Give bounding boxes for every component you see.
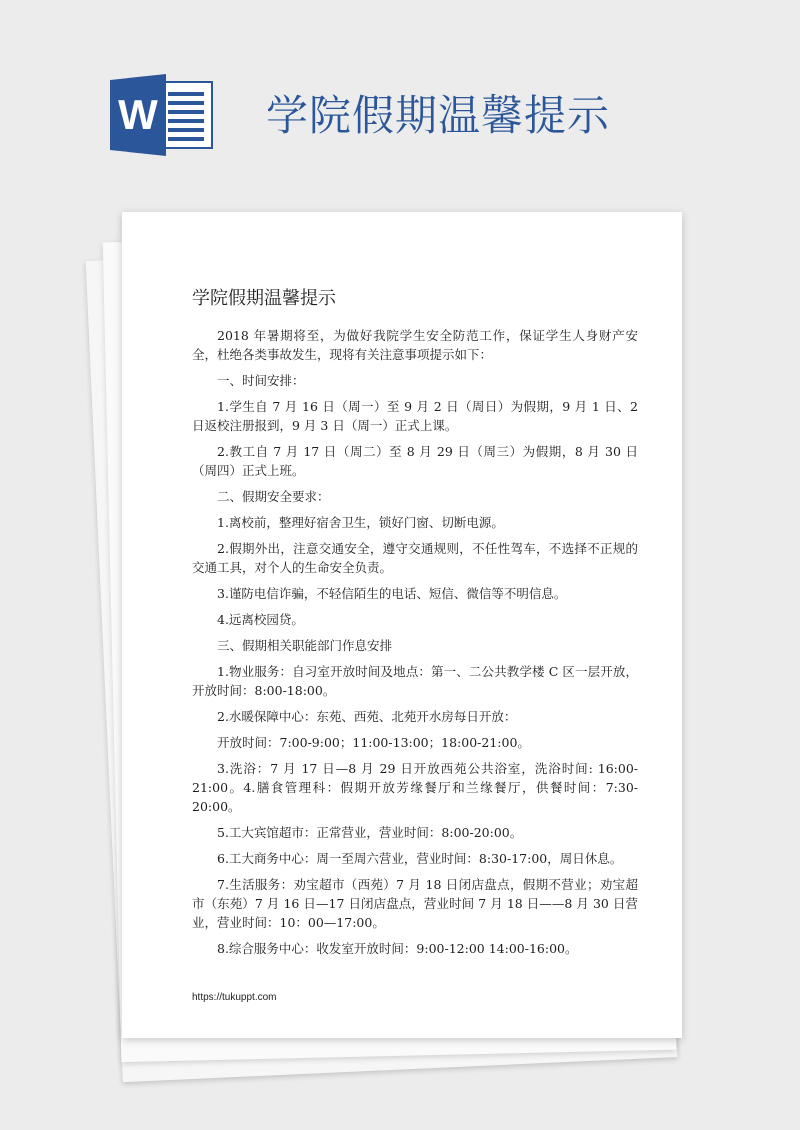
paragraph-dept-6: 6.工大商务中心：周一至周六营业，营业时间：8:30-17:00，周日休息。: [217, 851, 623, 866]
section-heading-departments: 三、假期相关职能部门作息安排: [217, 638, 393, 653]
paragraph-safety-2: 2.假期外出，注意交通安全，遵守交通规则，不任性驾车，不选择不正规的交通工具，对个人的生命安全负责。: [192, 541, 638, 575]
paragraph-staff-schedule: 2.教工自 7 月 17 日（周二）至 8 月 29 日（周三）为假期，8 月 30 日（周四）正式上班。: [192, 444, 638, 478]
paragraph-dept-2-hours: 开放时间：7:00-9:00；11:00-13:00；18:00-21:00。: [217, 735, 530, 750]
banner-title: 学院假期温馨提示: [266, 91, 611, 140]
paragraph-dept-5: 5.工大宾馆超市：正常营业，营业时间：8:00-20:00。: [217, 825, 523, 840]
section-heading-time: 一、时间安排：: [217, 373, 305, 388]
paragraph-student-schedule: 1.学生自 7 月 16 日（周一）至 9 月 2 日（周日）为假期，9 月 1 日、2 日返校注册报到，9 月 3 日（周一）正式上课。: [192, 399, 638, 433]
paragraph-safety-4: 4.远离校园贷。: [217, 612, 304, 627]
paragraph-dept-8: 8.综合服务中心：收发室开放时间：9:00-12:00 14:00-16:00。: [217, 941, 578, 956]
word-logo-icon: [110, 74, 214, 156]
paragraph-safety-1: 1.离校前，整理好宿舍卫生，锁好门窗、切断电源。: [217, 515, 504, 530]
intro-paragraph: 2018 年暑期将至，为做好我院学生安全防范工作，保证学生人身财产安全，杜绝各类事故发生，现将有关注意事项提示如下：: [192, 328, 638, 362]
document-body: [192, 326, 638, 965]
paragraph-dept-1: 1.物业服务：自习室开放时间及地点：第一、二公共教学楼 C 区一层开放，开放时间：8:00-18:00。: [192, 664, 638, 698]
section-heading-safety: 二、假期安全要求：: [217, 489, 330, 504]
paragraph-safety-3: 3.谨防电信诈骗，不轻信陌生的电话、短信、微信等不明信息。: [217, 586, 567, 601]
paragraph-dept-3-4: 3.洗浴：7 月 17 日—8 月 29 日开放西苑公共浴室，洗浴时间: 16:00-21:00。4.膳食管理科：假期开放芳缘餐厅和兰缘餐厅，供餐时间：7:30-20:00。: [192, 761, 638, 814]
paragraph-dept-7: 7.生活服务：劝宝超市（西苑）7 月 18 日闭店盘点，假期不营业；劝宝超市（东苑）7 月 16 日—17 日闭店盘点，营业时间 7 月 18 日——8 月 30 日营业，营业时间：10：00—17:00。: [192, 877, 638, 930]
document-title: 学院假期温馨提示: [192, 288, 336, 309]
logo-letter: W: [118, 91, 158, 138]
paragraph-dept-2: 2.水暖保障中心：东苑、西苑、北苑开水房每日开放：: [217, 709, 517, 724]
document-url[interactable]: https://tukuppt.com: [192, 992, 277, 1003]
